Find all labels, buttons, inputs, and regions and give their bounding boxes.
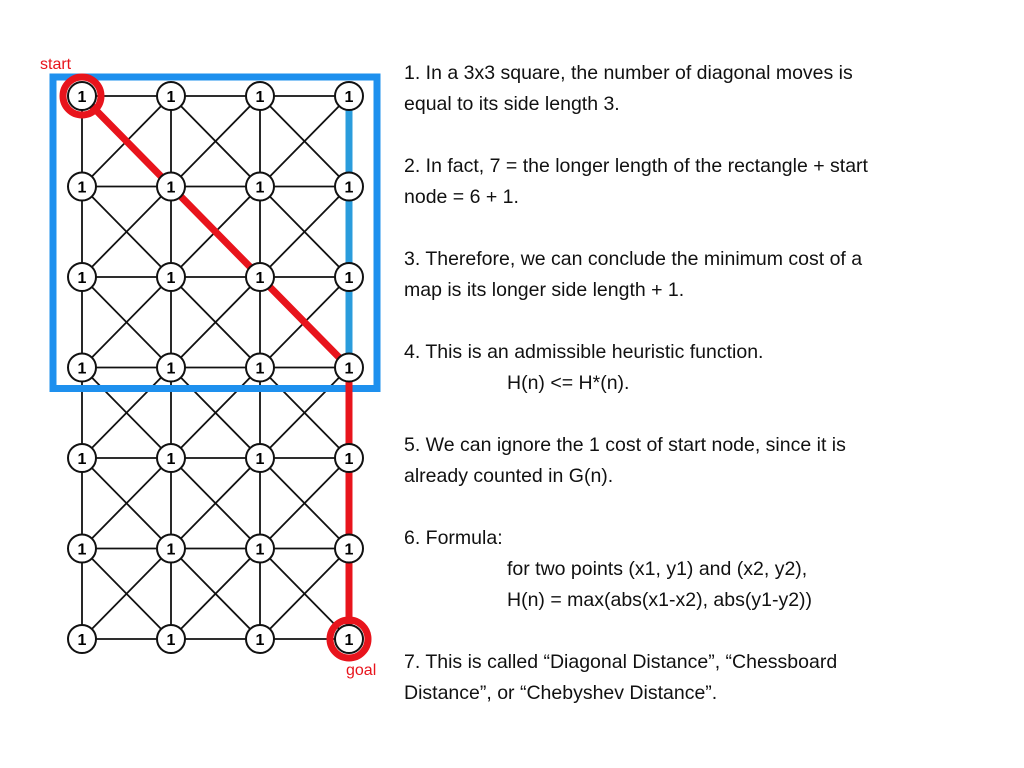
note-line: 1. In a 3x3 square, the number of diagonal moves is [404,62,853,84]
note-line: 5. We can ignore the 1 cost of start node, since it is [404,434,846,456]
node-cost-label: 1 [344,632,354,649]
note-3 [404,244,1004,306]
note-7 [404,647,1004,709]
node-cost-label: 1 [166,451,176,468]
node-cost-label: 1 [77,451,87,468]
note-line: map is its longer side length + 1. [404,279,685,301]
node-cost-label: 1 [166,541,176,559]
node-cost-label: 1 [255,360,265,378]
note-line: 4. This is an admissible heuristic function. [404,341,764,363]
node-cost-label: 1 [255,632,265,649]
node-cost-label: 1 [255,541,265,559]
formula-expression: H(n) = max(abs(x1-x2), abs(y1-y2)) [507,589,813,611]
note-line: node = 6 + 1. [404,186,519,208]
node-cost-label: 1 [166,632,176,649]
node-cost-label: 1 [166,270,176,287]
note-line: Distance”, or “Chebyshev Distance”. [404,682,718,704]
node-cost-label: 1 [344,179,354,197]
note-2 [404,151,1004,213]
node-cost-label: 1 [255,451,265,468]
node-cost-label: 1 [77,89,87,106]
node-cost-label: 1 [166,179,176,197]
goal-label: goal [346,662,377,679]
node-cost-label: 1 [344,451,354,468]
note-6 [404,523,1004,616]
node-cost-label: 1 [344,89,354,106]
note-1 [404,58,1004,120]
note-4 [404,337,1004,399]
node-cost-label: 1 [344,270,354,287]
note-line: 7. This is called “Diagonal Distance”, “Chessboard [404,651,838,673]
node-cost-label: 1 [77,632,87,649]
grid-edges [82,96,349,639]
note-line: 2. In fact, 7 = the longer length of the rectangle + start [404,155,868,177]
explanation-text [404,58,1004,740]
note-line: equal to its side length 3. [404,93,620,115]
node-cost-label: 1 [166,360,176,378]
node-cost-label: 1 [77,179,87,197]
note-line: already counted in G(n). [404,465,614,487]
node-cost-label: 1 [77,360,87,378]
node-cost-label: 1 [77,270,87,287]
node-cost-label: 1 [255,270,265,287]
node-cost-label: 1 [255,179,265,197]
note-line: 6. Formula: [404,527,503,549]
node-cost-label: 1 [77,541,87,559]
heuristic-inequality: H(n) <= H*(n). [507,372,630,394]
node-cost-label: 1 [166,89,176,106]
note-line: 3. Therefore, we can conclude the minimum cost of a [404,248,863,270]
formula-points: for two points (x1, y1) and (x2, y2), [507,558,808,580]
note-5 [404,430,1004,492]
node-cost-label: 1 [344,541,354,559]
node-cost-label: 1 [344,360,354,378]
node-cost-label: 1 [255,89,265,106]
grid-diagram [0,0,400,700]
start-label: start [40,56,72,73]
